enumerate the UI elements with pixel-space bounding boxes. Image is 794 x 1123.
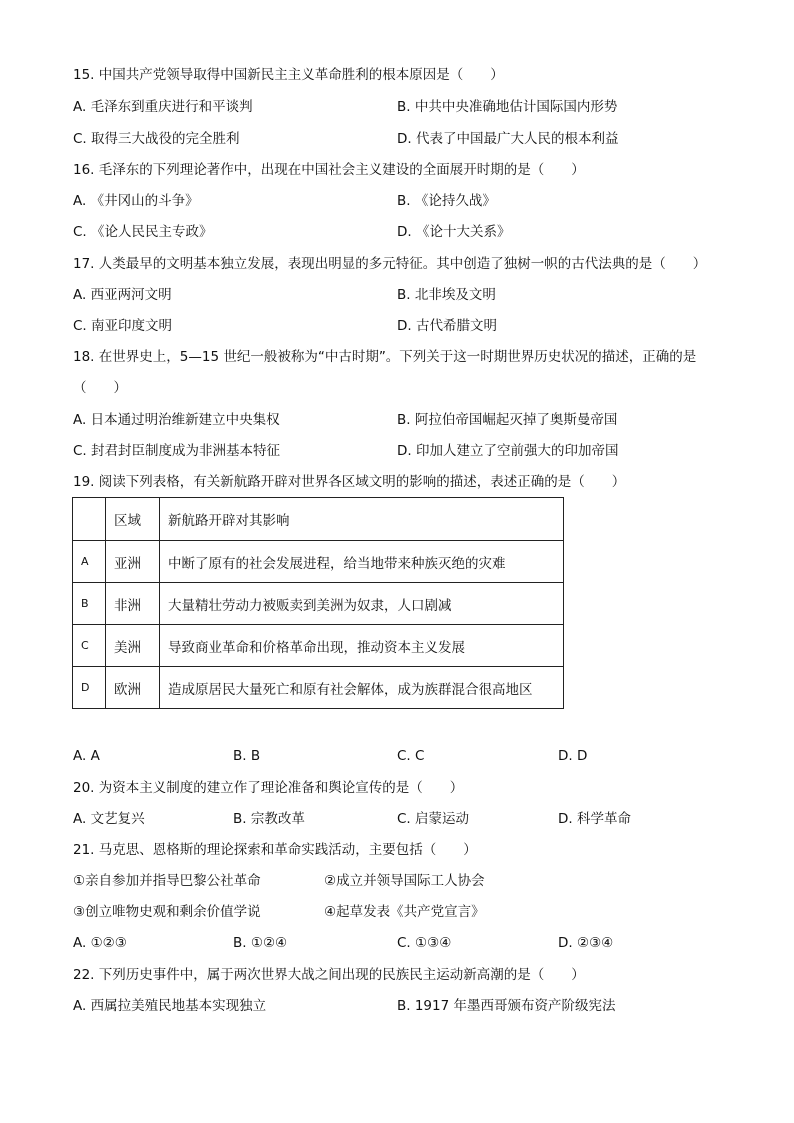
q20-option-c: C. 启蒙运动 bbox=[397, 811, 470, 827]
table-cell: 中断了原有的社会发展进程，给当地带来种族灭绝的灾难 bbox=[160, 541, 564, 583]
q21-stem: 21. 马克思、恩格斯的理论探索和革命实践活动，主要包括（ ） bbox=[73, 842, 477, 858]
q21-item-2: ②成立并领导国际工人协会 bbox=[324, 873, 485, 889]
q19-stem: 19. 阅读下列表格，有关新航路开辟对世界各区域文明的影响的描述，表述正确的是（ ） bbox=[73, 474, 626, 490]
table-header-cell bbox=[73, 498, 106, 541]
q20-option-d: D. 科学革命 bbox=[558, 811, 631, 827]
q17-option-b: B. 北非埃及文明 bbox=[397, 287, 496, 303]
table-cell: 亚洲 bbox=[106, 541, 160, 583]
table-cell: D bbox=[73, 667, 106, 709]
q16-option-d: D. 《论十大关系》 bbox=[397, 224, 511, 240]
table-cell: 造成原居民大量死亡和原有社会解体，成为族群混合很高地区 bbox=[160, 667, 564, 709]
q17-option-d: D. 古代希腊文明 bbox=[397, 318, 497, 334]
q15-option-c: C. 取得三大战役的完全胜利 bbox=[73, 131, 240, 147]
table-row bbox=[73, 667, 564, 709]
q16-option-b: B. 《论持久战》 bbox=[397, 193, 496, 209]
q19-option-b: B. B bbox=[233, 748, 261, 764]
q22-option-b: B. 1917 年墨西哥颁布资产阶级宪法 bbox=[397, 998, 616, 1014]
q20-option-b: B. 宗教改革 bbox=[233, 811, 305, 827]
table-row bbox=[73, 541, 564, 583]
table-cell: 美洲 bbox=[106, 625, 160, 667]
q21-option-c: C. ①③④ bbox=[397, 935, 452, 951]
table-cell: B bbox=[73, 583, 106, 625]
table-header-cell: 新航路开辟对其影响 bbox=[160, 498, 564, 541]
table-row bbox=[73, 625, 564, 667]
q20-stem: 20. 为资本主义制度的建立作了理论准备和舆论宣传的是（ ） bbox=[73, 780, 464, 796]
q22-stem: 22. 下列历史事件中，属于两次世界大战之间出现的民族民主运动新高潮的是（ ） bbox=[73, 967, 585, 983]
q21-option-a: A. ①②③ bbox=[73, 935, 127, 951]
table-cell: 大量精壮劳动力被贩卖到美洲为奴隶，人口剧减 bbox=[160, 583, 564, 625]
q17-option-c: C. 南亚印度文明 bbox=[73, 318, 173, 334]
q15-option-d: D. 代表了中国最广大人民的根本利益 bbox=[397, 131, 619, 147]
q15-option-a: A. 毛泽东到重庆进行和平谈判 bbox=[73, 99, 253, 115]
q16-option-c: C. 《论人民民主专政》 bbox=[73, 224, 213, 240]
q21-item-3: ③创立唯物史观和剩余价值学说 bbox=[73, 904, 261, 920]
q17-stem: 17. 人类最早的文明基本独立发展，表现出明显的多元特征。其中创造了独树一帜的古代法典的是（ ） bbox=[73, 256, 707, 272]
q16-stem: 16. 毛泽东的下列理论著作中，出现在中国社会主义建设的全面展开时期的是（ ） bbox=[73, 162, 585, 178]
q19-option-d: D. D bbox=[558, 748, 588, 764]
table-cell: 欧洲 bbox=[106, 667, 160, 709]
q16-option-a: A. 《井冈山的斗争》 bbox=[73, 193, 199, 209]
q19-table bbox=[72, 497, 564, 709]
q21-item-4: ④起草发表《共产党宣言》 bbox=[324, 904, 485, 920]
q18-stem-line2: （ ） bbox=[73, 380, 127, 396]
q19-option-a: A. A bbox=[73, 748, 100, 764]
table-header-row bbox=[73, 498, 564, 541]
q18-option-b: B. 阿拉伯帝国崛起灭掉了奥斯曼帝国 bbox=[397, 412, 618, 428]
q21-option-d: D. ②③④ bbox=[558, 935, 614, 951]
q19-option-c: C. C bbox=[397, 748, 425, 764]
q18-stem-line1: 18. 在世界史上，5—15 世纪一般被称为“中古时期”。下列关于这一时期世界历史状况的描述，正确的是 bbox=[73, 349, 697, 365]
q17-option-a: A. 西亚两河文明 bbox=[73, 287, 172, 303]
table-cell: C bbox=[73, 625, 106, 667]
table-cell: 导致商业革命和价格革命出现，推动资本主义发展 bbox=[160, 625, 564, 667]
table-header-cell: 区域 bbox=[106, 498, 160, 541]
q15-stem: 15. 中国共产党领导取得中国新民主主义革命胜利的根本原因是（ ） bbox=[73, 67, 504, 83]
q18-option-d: D. 印加人建立了空前强大的印加帝国 bbox=[397, 443, 619, 459]
q18-option-c: C. 封君封臣制度成为非洲基本特征 bbox=[73, 443, 281, 459]
q21-option-b: B. ①②④ bbox=[233, 935, 288, 951]
q22-option-a: A. 西属拉美殖民地基本实现独立 bbox=[73, 998, 267, 1014]
q20-option-a: A. 文艺复兴 bbox=[73, 811, 145, 827]
q18-option-a: A. 日本通过明治维新建立中央集权 bbox=[73, 412, 280, 428]
q15-option-b: B. 中共中央准确地估计国际国内形势 bbox=[397, 99, 618, 115]
table-cell: 非洲 bbox=[106, 583, 160, 625]
table-row bbox=[73, 583, 564, 625]
table-cell: A bbox=[73, 541, 106, 583]
q21-item-1: ①亲自参加并指导巴黎公社革命 bbox=[73, 873, 261, 889]
